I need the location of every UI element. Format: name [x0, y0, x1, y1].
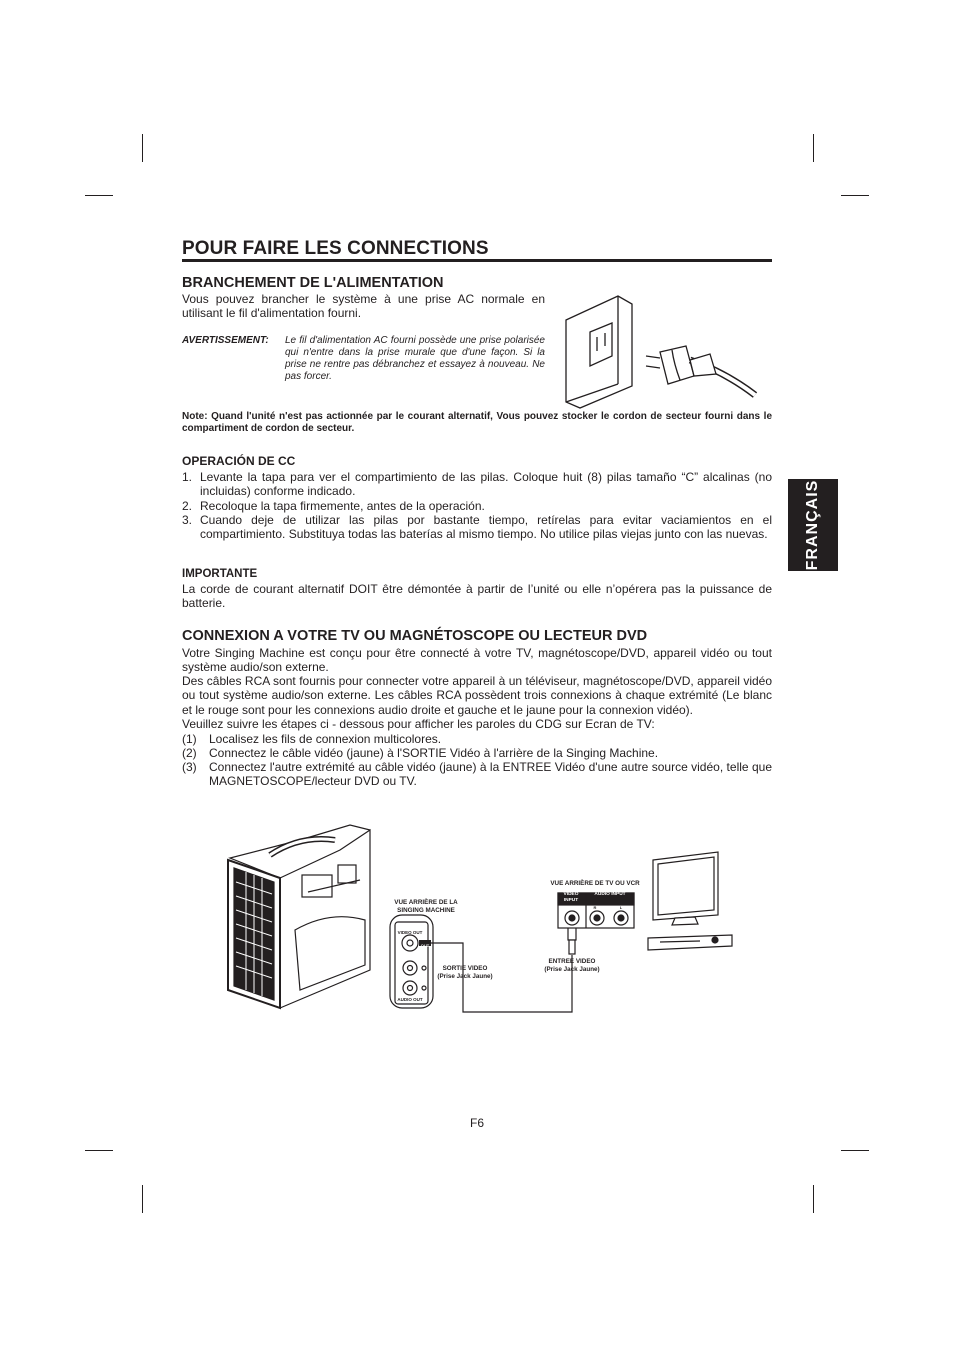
- dc-heading: OPERACIÓN DE CC: [182, 454, 296, 468]
- list-item: [182, 470, 772, 498]
- rear-label: VUE ARRIÈRE DE LA SINGING MACHINE: [394, 899, 458, 914]
- language-tab: [788, 479, 838, 571]
- list-item: [182, 513, 772, 541]
- out-mark-label: OUT: [420, 943, 430, 948]
- plug-and-cord: [646, 346, 755, 395]
- list-item: [182, 732, 772, 746]
- warning-label: AVERTISSEMENT:: [182, 335, 269, 346]
- list-item: [182, 746, 772, 760]
- list-item-number: 2.: [182, 499, 193, 513]
- entree-label: ENTREE VIDEO: [548, 958, 596, 965]
- sortie-sublabel: (Prise Jack Jaune): [437, 973, 493, 980]
- video-input-label: VIDEO INPUT: [563, 892, 579, 903]
- tv-paragraph: Des câbles RCA sont fournis pour connecter votre appareil à un téléviseur, magnétoscope/DVD, appareil vidéo ou tout système audio/son externe. Les câbles RCA possèdent trois connexions à chaque extrémité (Le blanc et le rouge sont pour les connexions audio droite et gauche et le jaune pour la connexion vidéo).: [182, 674, 772, 717]
- tv-heading: CONNEXION A VOTRE TV OU MAGNÉTOSCOPE OU LECTEUR DVD: [182, 628, 648, 644]
- crop-mark: [841, 195, 869, 196]
- list-item-number: (3): [182, 760, 197, 774]
- important-label: IMPORTANTE: [182, 568, 258, 580]
- list-item-text: Levante la tapa para ver el compartimiento de las pilas. Coloque huit (8) pilas tamaño “C” alcalinas (no incluidas) conforme indicado.: [200, 470, 772, 499]
- list-item-text: Cuando deje de utilizar las pilas por bastante tiempo, retírelas para evitar vaciamientos en el compartimiento. Substituya todas las baterías al mismo tiempo. No utilice pilas viejas junto con las nuevas.: [200, 513, 772, 542]
- power-note: Note: Quand l'unité n'est pas actionnée par le courant alternatif, Vous pouvez stocker le cordon de secteur fourni dans le compartiment de cordon de secteur.: [182, 411, 772, 434]
- crop-mark: [142, 1185, 143, 1213]
- crop-mark: [813, 134, 814, 162]
- language-tab-label: FRANÇAIS: [804, 479, 821, 571]
- crop-mark: [142, 134, 143, 162]
- list-item-number: 3.: [182, 513, 193, 527]
- tv-illustration: [653, 852, 718, 925]
- power-intro: Vous pouvez brancher le système à une prise AC normale en utilisant le fil d'alimentation fourni.: [182, 292, 545, 321]
- connection-diagram: [220, 820, 740, 1020]
- page-title: POUR FAIRE LES CONNECTIONS: [182, 238, 489, 259]
- list-item-text: Connectez l'autre extrémité au câble vidéo (jaune) à la ENTREE Vidéo d'une autre source vidéo, telle que MAGNETOSCOPE/lecteur DVD ou TV.: [209, 760, 772, 789]
- vcr-illustration: [648, 935, 732, 950]
- list-item: [182, 760, 772, 788]
- power-plug-illustration: [560, 290, 780, 410]
- entree-sublabel: (Prise Jack Jaune): [544, 966, 600, 973]
- crop-mark: [85, 195, 113, 196]
- list-item-text: Localisez les fils de connexion multicolores.: [209, 732, 442, 746]
- tv-paragraph: Votre Singing Machine est conçu pour être connecté à votre TV, magnétoscope/DVD, appareil vidéo ou tout système audio/son externe.: [182, 646, 772, 675]
- audio-r-label: R: [593, 905, 597, 910]
- important-text: La corde de courant alternatif DOIT être démontée à partir de l’unité ou elle n’opérera pas la puissance de batterie.: [182, 582, 772, 611]
- list-item-text: Recoloque la tapa firmemente, antes de la operación.: [200, 499, 485, 513]
- crop-mark: [841, 1150, 869, 1151]
- power-heading: BRANCHEMENT DE L'ALIMENTATION: [182, 275, 444, 291]
- list-item-text: Connectez le câble vidéo (jaune) à l'SORTIE Vidéo à l'arrière de la Singing Machine.: [209, 746, 659, 760]
- crop-mark: [813, 1185, 814, 1213]
- title-divider: [182, 259, 772, 262]
- audio-input-label: AUDIO INPUT: [594, 892, 626, 897]
- page-number: F6: [470, 1116, 485, 1130]
- video-out-label: VIDEO OUT: [397, 930, 423, 935]
- singing-machine-illustration: [228, 825, 370, 1008]
- sortie-label: SORTIE VIDEO: [442, 965, 488, 972]
- wall-outlet: [566, 296, 632, 408]
- list-item-number: 1.: [182, 470, 193, 484]
- tv-paragraph: Veuillez suivre les étapes ci - dessous pour afficher les paroles du CDG sur Ecran de TV:: [182, 717, 655, 731]
- list-item-number: (1): [182, 732, 197, 746]
- crop-mark: [85, 1150, 113, 1151]
- tv-rear-label: VUE ARRIÈRE DE TV OU VCR: [550, 880, 640, 887]
- list-item: [182, 499, 772, 513]
- audio-out-label: AUDIO OUT: [397, 997, 423, 1002]
- audio-l-label: L: [619, 905, 623, 910]
- list-item-number: (2): [182, 746, 197, 760]
- warning-text: Le fil d'alimentation AC fourni possède une prise polarisée qui n'entre dans la prise murale que d'une façon. Si la prise ne rentre pas débranchez et essayez à nouveau. Ne pas forcer.: [285, 335, 545, 382]
